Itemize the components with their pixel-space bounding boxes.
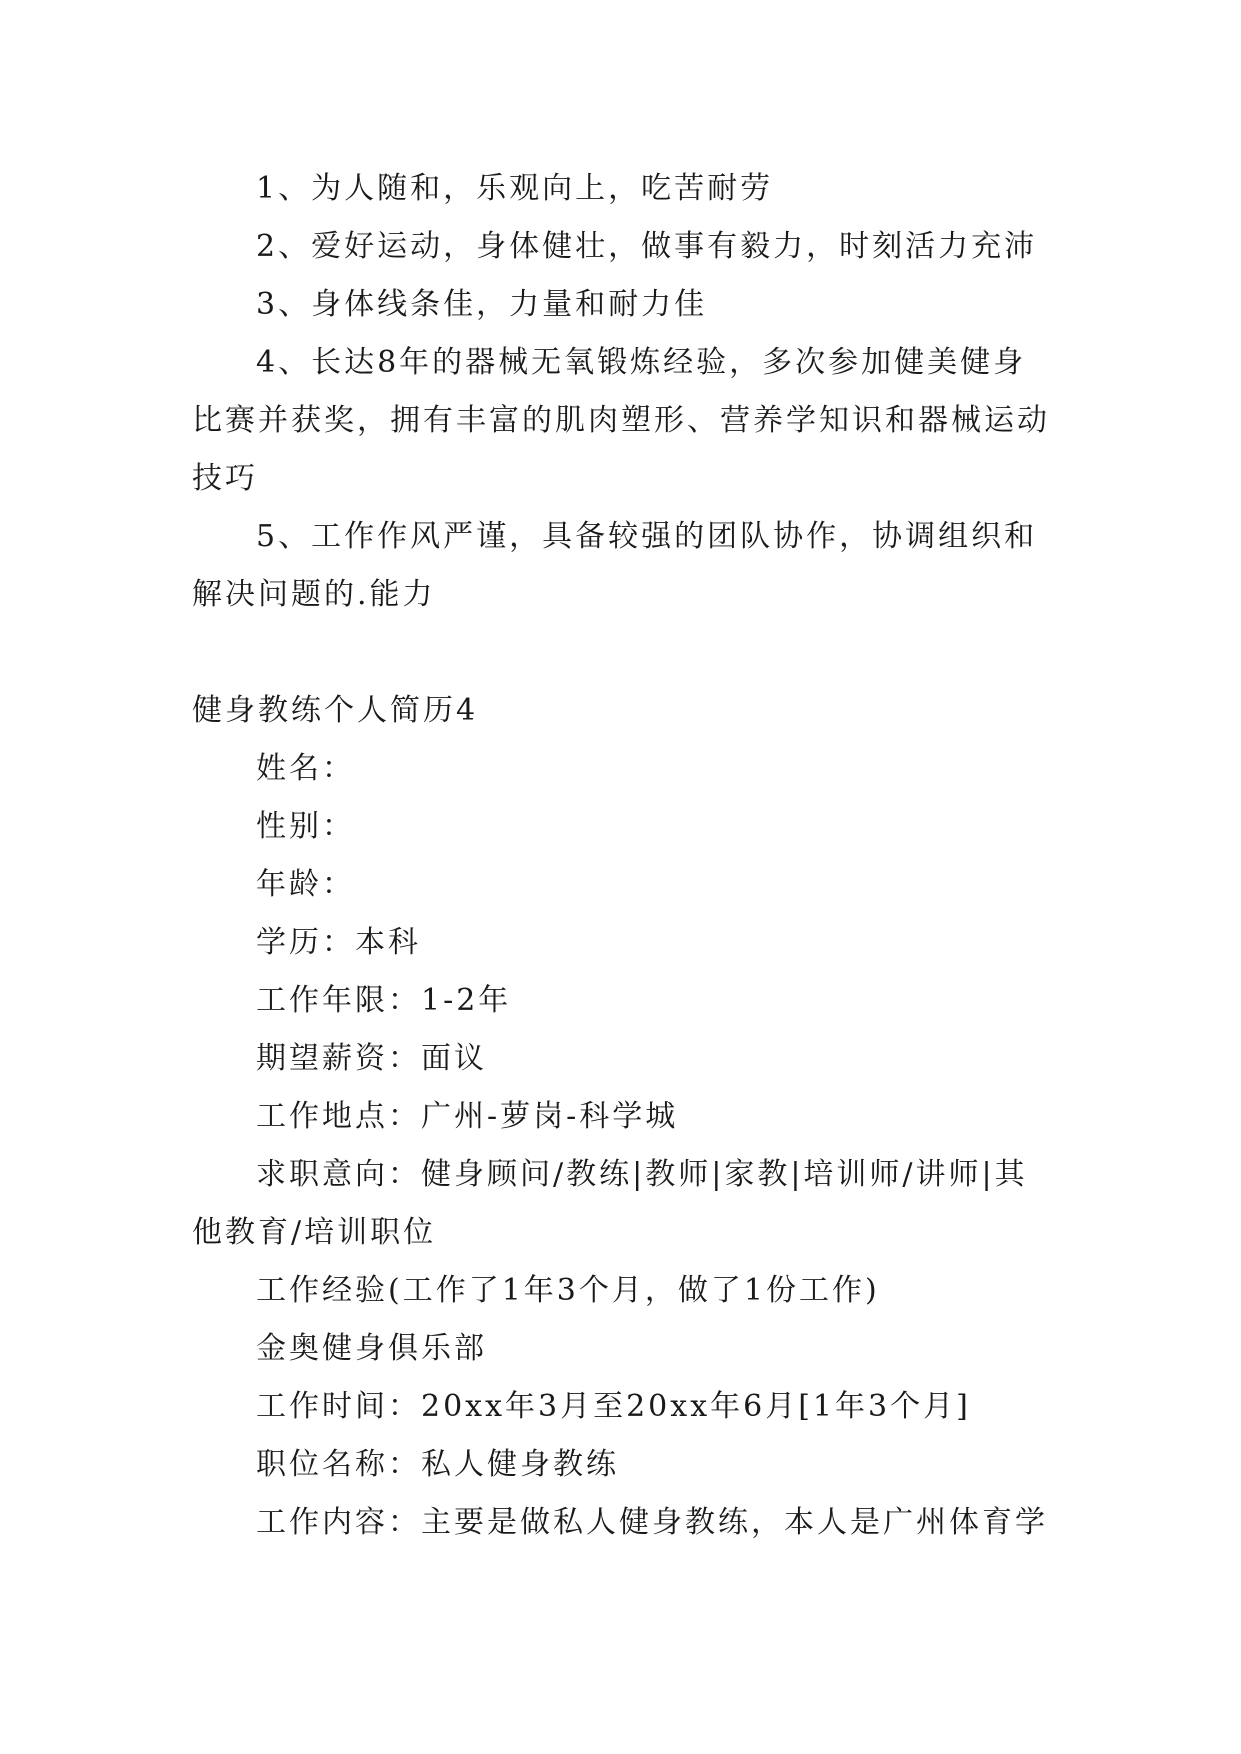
section-title: 健身教练个人简历4 <box>192 693 479 728</box>
resume-work-time: 工作时间：20xx年3月至20xx年6月[1年3个月] <box>256 1389 971 1424</box>
resume-experience-header: 工作经验(工作了1年3个月，做了1份工作) <box>256 1273 880 1308</box>
strength-item-3: 3、身体线条佳，力量和耐力佳 <box>256 287 708 322</box>
strength-item-5: 5、工作作风严谨，具备较强的团队协作，协调组织和解决问题的.能力 <box>192 519 1038 612</box>
resume-intention: 求职意向：健身顾问/教练|教师|家教|培训师/讲师|其他教育/培训职位 <box>192 1157 1028 1250</box>
strength-item-1: 1、为人随和，乐观向上，吃苦耐劳 <box>256 171 774 206</box>
document-body <box>192 160 1052 1552</box>
resume-education: 学历：本科 <box>256 925 421 960</box>
resume-location: 工作地点：广州-萝岗-科学城 <box>256 1099 679 1134</box>
resume-salary: 期望薪资：面议 <box>256 1041 487 1076</box>
resume-position: 职位名称：私人健身教练 <box>256 1447 619 1482</box>
resume-work-years: 工作年限：1-2年 <box>256 983 512 1018</box>
strength-item-2: 2、爱好运动，身体健壮，做事有毅力，时刻活力充沛 <box>256 229 1038 264</box>
resume-age: 年龄： <box>256 867 355 902</box>
resume-job-content: 工作内容：主要是做私人健身教练，本人是广州体育学 <box>256 1505 1048 1540</box>
resume-company: 金奥健身俱乐部 <box>256 1331 487 1366</box>
strength-item-4: 4、长达8年的器械无氧锻炼经验，多次参加健美健身比赛并获奖，拥有丰富的肌肉塑形、营养学知识和器械运动技巧 <box>192 345 1050 496</box>
resume-name: 姓名： <box>256 751 355 786</box>
resume-gender: 性别： <box>256 809 355 844</box>
